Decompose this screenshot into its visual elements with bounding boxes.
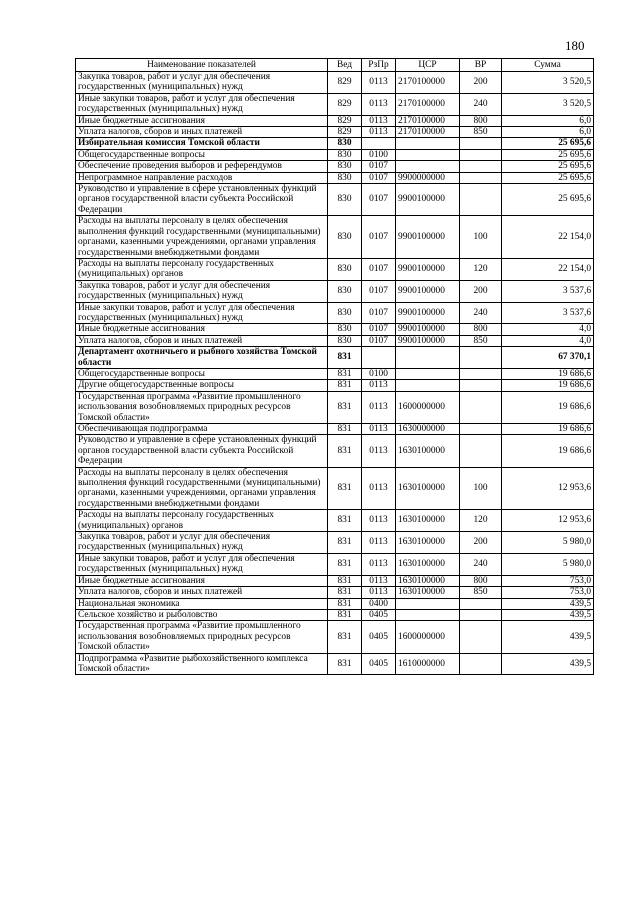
row-vr-cell <box>460 347 502 369</box>
row-name-cell: Иные закупки товаров, работ и услуг для обеспечения государственных (муниципальных) нужд <box>76 302 328 324</box>
row-rzpr-cell: 0113 <box>362 575 396 586</box>
row-vr-cell: 850 <box>460 335 502 346</box>
row-vr-cell <box>460 621 502 653</box>
row-vr-cell: 850 <box>460 587 502 598</box>
row-ved-cell: 830 <box>328 149 362 160</box>
row-rzpr-cell: 0113 <box>362 510 396 532</box>
table-row <box>76 72 594 94</box>
table-row <box>76 127 594 138</box>
row-ved-cell: 830 <box>328 324 362 335</box>
row-ved-cell: 830 <box>328 138 362 149</box>
row-sum-cell: 3 537,6 <box>502 302 594 324</box>
row-ved-cell: 831 <box>328 575 362 586</box>
table-row <box>76 347 594 369</box>
row-name-cell: Расходы на выплаты персоналу в целях обеспечения выполнения функций государственными (муниципальными) органами, казенными учреждениями, органами управления государственными внебюджетными фондами <box>76 216 328 259</box>
row-csr-cell: 1600000000 <box>396 621 460 653</box>
row-vr-cell <box>460 391 502 423</box>
row-vr-cell <box>460 368 502 379</box>
row-rzpr-cell: 0107 <box>362 161 396 172</box>
row-name-cell: Другие общегосударственные вопросы <box>76 380 328 391</box>
row-sum-cell: 439,5 <box>502 598 594 609</box>
row-csr-cell <box>396 347 460 369</box>
row-ved-cell: 831 <box>328 391 362 423</box>
row-name-cell: Государственная программа «Развитие промышленного использования возобновляемых природных ресурсов Томской области» <box>76 621 328 653</box>
row-sum-cell: 22 154,0 <box>502 258 594 280</box>
row-rzpr-cell: 0113 <box>362 93 396 115</box>
row-ved-cell: 831 <box>328 553 362 575</box>
row-csr-cell: 9900100000 <box>396 184 460 216</box>
row-ved-cell: 830 <box>328 172 362 183</box>
row-rzpr-cell: 0113 <box>362 72 396 94</box>
row-csr-cell: 9900100000 <box>396 324 460 335</box>
row-ved-cell: 831 <box>328 609 362 620</box>
row-ved-cell: 831 <box>328 621 362 653</box>
row-name-cell: Избирательная комиссия Томской области <box>76 138 328 149</box>
row-rzpr-cell: 0113 <box>362 587 396 598</box>
row-vr-cell <box>460 149 502 160</box>
row-rzpr-cell: 0107 <box>362 302 396 324</box>
row-sum-cell: 753,0 <box>502 587 594 598</box>
row-rzpr-cell: 0107 <box>362 280 396 302</box>
row-vr-cell <box>460 609 502 620</box>
row-ved-cell: 831 <box>328 532 362 554</box>
row-ved-cell: 831 <box>328 598 362 609</box>
row-sum-cell: 3 537,6 <box>502 280 594 302</box>
row-sum-cell: 19 686,6 <box>502 424 594 435</box>
table-row <box>76 391 594 423</box>
row-csr-cell: 1600000000 <box>396 391 460 423</box>
row-csr-cell <box>396 368 460 379</box>
budget-table <box>75 58 594 675</box>
row-csr-cell: 2170100000 <box>396 127 460 138</box>
row-rzpr-cell: 0107 <box>362 172 396 183</box>
row-vr-cell <box>460 161 502 172</box>
row-vr-cell <box>460 380 502 391</box>
table-row <box>76 435 594 467</box>
row-rzpr-cell: 0107 <box>362 216 396 259</box>
row-ved-cell: 830 <box>328 258 362 280</box>
row-rzpr-cell: 0400 <box>362 598 396 609</box>
row-csr-cell: 1630100000 <box>396 435 460 467</box>
row-rzpr-cell <box>362 138 396 149</box>
row-sum-cell: 439,5 <box>502 621 594 653</box>
row-vr-cell: 200 <box>460 532 502 554</box>
table-row <box>76 609 594 620</box>
row-name-cell: Иные закупки товаров, работ и услуг для обеспечения государственных (муниципальных) нужд <box>76 553 328 575</box>
row-sum-cell: 25 695,6 <box>502 149 594 160</box>
row-csr-cell: 2170100000 <box>396 115 460 126</box>
row-csr-cell <box>396 149 460 160</box>
header-vr: ВР <box>460 59 502 72</box>
row-sum-cell: 5 980,0 <box>502 532 594 554</box>
row-vr-cell: 120 <box>460 510 502 532</box>
row-rzpr-cell: 0113 <box>362 553 396 575</box>
row-sum-cell: 5 980,0 <box>502 553 594 575</box>
table-row <box>76 598 594 609</box>
page-number: 180 <box>565 38 585 53</box>
row-csr-cell: 1630100000 <box>396 553 460 575</box>
row-csr-cell <box>396 138 460 149</box>
row-name-cell: Департамент охотничьего и рыбного хозяйства Томской области <box>76 347 328 369</box>
row-vr-cell <box>460 653 502 675</box>
row-rzpr-cell: 0113 <box>362 127 396 138</box>
row-ved-cell: 831 <box>328 467 362 510</box>
row-ved-cell: 829 <box>328 127 362 138</box>
row-ved-cell: 830 <box>328 280 362 302</box>
row-csr-cell <box>396 161 460 172</box>
row-vr-cell: 800 <box>460 115 502 126</box>
row-vr-cell: 200 <box>460 280 502 302</box>
table-row <box>76 258 594 280</box>
row-name-cell: Иные бюджетные ассигнования <box>76 324 328 335</box>
row-name-cell: Государственная программа «Развитие промышленного использования возобновляемых природных ресурсов Томской области» <box>76 391 328 423</box>
row-sum-cell: 25 695,6 <box>502 184 594 216</box>
table-row <box>76 621 594 653</box>
row-name-cell: Иные бюджетные ассигнования <box>76 115 328 126</box>
row-sum-cell: 3 520,5 <box>502 93 594 115</box>
header-sum: Сумма <box>502 59 594 72</box>
row-name-cell: Национальная экономика <box>76 598 328 609</box>
row-vr-cell: 240 <box>460 93 502 115</box>
row-csr-cell: 9900000000 <box>396 172 460 183</box>
row-sum-cell: 22 154,0 <box>502 216 594 259</box>
row-vr-cell <box>460 435 502 467</box>
row-rzpr-cell: 0113 <box>362 532 396 554</box>
row-name-cell: Закупка товаров, работ и услуг для обеспечения государственных (муниципальных) нужд <box>76 280 328 302</box>
row-ved-cell: 830 <box>328 184 362 216</box>
row-name-cell: Уплата налогов, сборов и иных платежей <box>76 587 328 598</box>
row-csr-cell: 9900100000 <box>396 216 460 259</box>
table-row <box>76 467 594 510</box>
row-sum-cell: 6,0 <box>502 115 594 126</box>
row-name-cell: Уплата налогов, сборов и иных платежей <box>76 127 328 138</box>
row-ved-cell: 830 <box>328 335 362 346</box>
row-sum-cell: 12 953,6 <box>502 510 594 532</box>
row-ved-cell: 831 <box>328 424 362 435</box>
row-csr-cell <box>396 380 460 391</box>
row-rzpr-cell: 0405 <box>362 609 396 620</box>
row-rzpr-cell: 0405 <box>362 653 396 675</box>
table-row <box>76 424 594 435</box>
row-rzpr-cell: 0113 <box>362 380 396 391</box>
row-vr-cell <box>460 184 502 216</box>
row-csr-cell: 1630100000 <box>396 575 460 586</box>
row-sum-cell: 12 953,6 <box>502 467 594 510</box>
row-name-cell: Закупка товаров, работ и услуг для обеспечения государственных (муниципальных) нужд <box>76 532 328 554</box>
table-row <box>76 184 594 216</box>
row-ved-cell: 830 <box>328 216 362 259</box>
row-vr-cell <box>460 598 502 609</box>
row-ved-cell: 831 <box>328 435 362 467</box>
row-csr-cell: 2170100000 <box>396 93 460 115</box>
row-sum-cell: 25 695,6 <box>502 172 594 183</box>
row-sum-cell: 3 520,5 <box>502 72 594 94</box>
table-row <box>76 324 594 335</box>
row-ved-cell: 829 <box>328 72 362 94</box>
row-csr-cell: 9900100000 <box>396 335 460 346</box>
row-name-cell: Руководство и управление в сфере установленных функций органов государственной власти субъекта Российской Федерации <box>76 435 328 467</box>
table-row <box>76 553 594 575</box>
row-vr-cell: 120 <box>460 258 502 280</box>
row-rzpr-cell: 0113 <box>362 115 396 126</box>
row-csr-cell: 1610000000 <box>396 653 460 675</box>
row-rzpr-cell <box>362 347 396 369</box>
row-ved-cell: 831 <box>328 380 362 391</box>
row-csr-cell: 1630100000 <box>396 510 460 532</box>
row-name-cell: Обеспечивающая подпрограмма <box>76 424 328 435</box>
table-row <box>76 172 594 183</box>
row-csr-cell: 9900100000 <box>396 302 460 324</box>
row-name-cell: Обеспечение проведения выборов и референдумов <box>76 161 328 172</box>
table-row <box>76 575 594 586</box>
row-sum-cell: 67 370,1 <box>502 347 594 369</box>
table-row <box>76 380 594 391</box>
row-ved-cell: 829 <box>328 93 362 115</box>
row-rzpr-cell: 0113 <box>362 467 396 510</box>
row-vr-cell: 240 <box>460 553 502 575</box>
table-row <box>76 280 594 302</box>
table-row <box>76 510 594 532</box>
table-row <box>76 653 594 675</box>
header-ved: Вед <box>328 59 362 72</box>
row-name-cell: Сельское хозяйство и рыболовство <box>76 609 328 620</box>
header-csr: ЦСР <box>396 59 460 72</box>
row-sum-cell: 439,5 <box>502 609 594 620</box>
table-row <box>76 302 594 324</box>
row-name-cell: Руководство и управление в сфере установленных функций органов государственной власти субъекта Российской Федерации <box>76 184 328 216</box>
row-ved-cell: 830 <box>328 161 362 172</box>
header-name: Наименование показателей <box>76 59 328 72</box>
table-row <box>76 368 594 379</box>
row-sum-cell: 19 686,6 <box>502 380 594 391</box>
row-vr-cell: 850 <box>460 127 502 138</box>
row-sum-cell: 753,0 <box>502 575 594 586</box>
row-vr-cell: 800 <box>460 575 502 586</box>
row-name-cell: Расходы на выплаты персоналу государственных (муниципальных) органов <box>76 510 328 532</box>
table-row <box>76 216 594 259</box>
row-ved-cell: 831 <box>328 587 362 598</box>
row-csr-cell <box>396 609 460 620</box>
row-rzpr-cell: 0113 <box>362 391 396 423</box>
row-sum-cell: 25 695,6 <box>502 138 594 149</box>
row-vr-cell: 200 <box>460 72 502 94</box>
table-row <box>76 161 594 172</box>
row-sum-cell: 25 695,6 <box>502 161 594 172</box>
row-vr-cell: 240 <box>460 302 502 324</box>
table-row <box>76 532 594 554</box>
table-body <box>76 72 594 675</box>
header-rzpr: РзПр <box>362 59 396 72</box>
row-csr-cell <box>396 598 460 609</box>
table-row <box>76 115 594 126</box>
row-ved-cell: 831 <box>328 347 362 369</box>
row-sum-cell: 19 686,6 <box>502 435 594 467</box>
table-header-row <box>76 59 594 72</box>
row-ved-cell: 831 <box>328 368 362 379</box>
row-ved-cell: 831 <box>328 510 362 532</box>
row-name-cell: Расходы на выплаты персоналу государственных (муниципальных) органов <box>76 258 328 280</box>
row-sum-cell: 6,0 <box>502 127 594 138</box>
table-row <box>76 138 594 149</box>
row-ved-cell: 830 <box>328 302 362 324</box>
row-rzpr-cell: 0113 <box>362 435 396 467</box>
row-rzpr-cell: 0113 <box>362 424 396 435</box>
row-vr-cell <box>460 138 502 149</box>
row-rzpr-cell: 0107 <box>362 184 396 216</box>
row-name-cell: Уплата налогов, сборов и иных платежей <box>76 335 328 346</box>
row-csr-cell: 9900100000 <box>396 258 460 280</box>
row-csr-cell: 2170100000 <box>396 72 460 94</box>
row-sum-cell: 4,0 <box>502 324 594 335</box>
row-name-cell: Общегосударственные вопросы <box>76 149 328 160</box>
table-row <box>76 149 594 160</box>
row-name-cell: Закупка товаров, работ и услуг для обеспечения государственных (муниципальных) нужд <box>76 72 328 94</box>
row-ved-cell: 831 <box>328 653 362 675</box>
row-csr-cell: 9900100000 <box>396 280 460 302</box>
row-rzpr-cell: 0107 <box>362 258 396 280</box>
row-csr-cell: 1630100000 <box>396 587 460 598</box>
row-name-cell: Непрограммное направление расходов <box>76 172 328 183</box>
row-vr-cell <box>460 424 502 435</box>
row-rzpr-cell: 0100 <box>362 368 396 379</box>
row-ved-cell: 829 <box>328 115 362 126</box>
row-name-cell: Иные бюджетные ассигнования <box>76 575 328 586</box>
row-sum-cell: 19 686,6 <box>502 391 594 423</box>
table-row <box>76 93 594 115</box>
table-row <box>76 587 594 598</box>
row-vr-cell <box>460 172 502 183</box>
row-sum-cell: 4,0 <box>502 335 594 346</box>
row-sum-cell: 19 686,6 <box>502 368 594 379</box>
row-name-cell: Подпрограмма «Развитие рыбохозяйственного комплекса Томской области» <box>76 653 328 675</box>
row-name-cell: Общегосударственные вопросы <box>76 368 328 379</box>
row-name-cell: Расходы на выплаты персоналу в целях обеспечения выполнения функций государственными (муниципальными) органами, казенными учреждениями, органами управления государственными внебюджетными фондами <box>76 467 328 510</box>
row-csr-cell: 1630100000 <box>396 467 460 510</box>
row-vr-cell: 100 <box>460 216 502 259</box>
table-row <box>76 335 594 346</box>
row-rzpr-cell: 0405 <box>362 621 396 653</box>
row-name-cell: Иные закупки товаров, работ и услуг для обеспечения государственных (муниципальных) нужд <box>76 93 328 115</box>
row-csr-cell: 1630000000 <box>396 424 460 435</box>
row-csr-cell: 1630100000 <box>396 532 460 554</box>
row-vr-cell: 100 <box>460 467 502 510</box>
row-sum-cell: 439,5 <box>502 653 594 675</box>
row-rzpr-cell: 0107 <box>362 335 396 346</box>
row-rzpr-cell: 0100 <box>362 149 396 160</box>
row-rzpr-cell: 0107 <box>362 324 396 335</box>
row-vr-cell: 800 <box>460 324 502 335</box>
